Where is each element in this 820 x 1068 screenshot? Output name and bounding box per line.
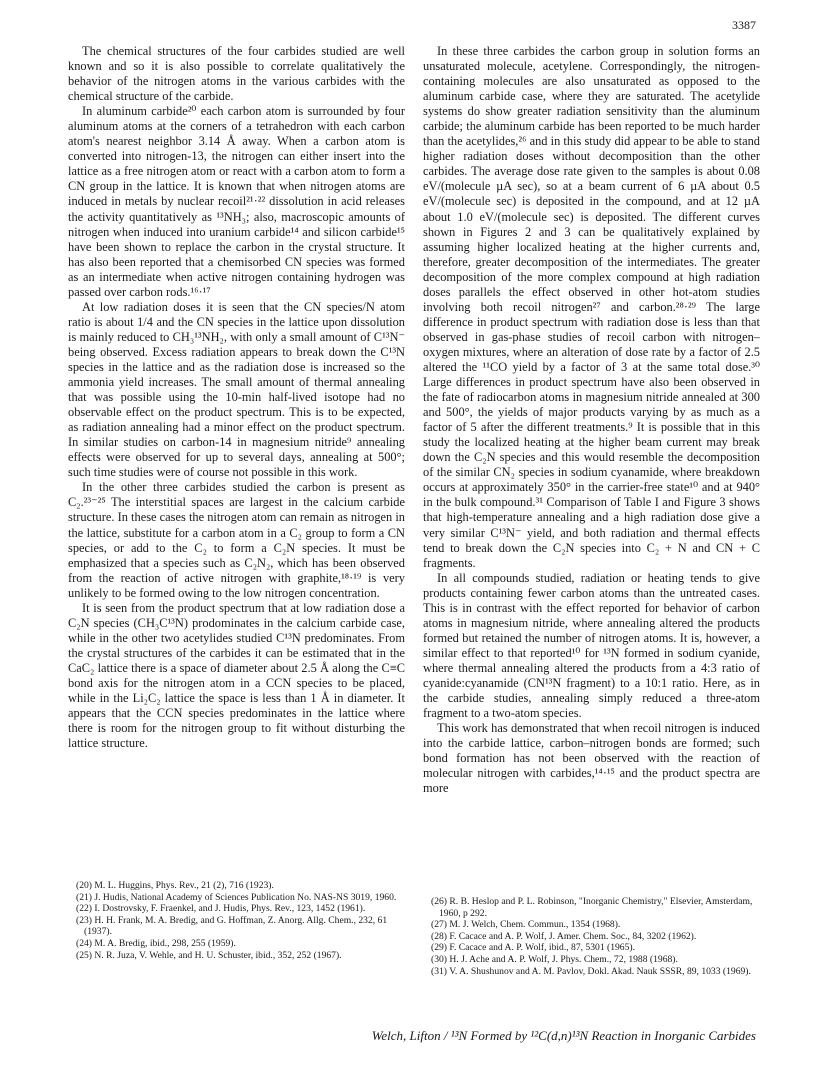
paragraph: At low radiation doses it is seen that the CN species/N atom ratio is about 1/4 and the CN species in the lattice upon dissolution is mainly reduced to CH₃¹³NH₂, with only a small amount of C¹³N⁻ being observed. Excess radiation appears to break down the C¹³N species in the lattice and as the radiation dose is increased so the ammonia yield increases. The small amount of thermal annealing that was possible using the 10-min half-lived isotope had no observable effect on the product spectrum. This is to be expected, as radiation annealing had a minor effect on the product spectrum. In similar studies on carbon-14 in magnesium nitride⁹ annealing effects were observed for up to several days, annealing at 500°; such time studies were of course not possible in this work. (68, 299, 405, 480)
reference: (22) I. Dostrovsky, F. Fraenkel, and J. Hudis, Phys. Rev., 123, 1452 (1961). (76, 903, 366, 915)
reference: (31) V. A. Shushunov and A. M. Pavlov, Dokl. Akad. Nauk SSSR, 89, 1033 (1969). (431, 965, 751, 977)
page-number: 3387 (732, 18, 756, 32)
reference: (26) R. B. Heslop and P. L. Robinson, "Inorganic Chemistry," Elsevier, Amsterdam, 1960, p 292. (431, 896, 753, 919)
reference: (25) N. R. Juza, V. Wehle, and H. U. Schuster, ibid., 352, 252 (1967). (76, 949, 342, 961)
reference: (21) J. Hudis, National Academy of Sciences Publication No. NAS-NS 3019, 1960. (76, 891, 397, 903)
reference: (20) M. L. Huggins, Phys. Rev., 21 (2), 716 (1923). (76, 880, 274, 891)
reference: (24) M. A. Bredig, ibid., 298, 255 (1959). (76, 937, 236, 949)
paragraph: In the other three carbides studied the carbon is present as C₂.²³⁻²⁵ The interstitial spaces are largest in the calcium carbide structure. In these cases the nitrogen atom can remain as nitrogen in the lattice, substitute for a carbon atom in a C₂ group to form a CN species, or add to the C₂ to form a C₂N species. It must be emphasized that a species such as C₂N₂, which has been observed from the reaction of active nitrogen with graphite,¹⁸·¹⁹ is very unlikely to be formed owing to the low nitrogen concentration. (68, 480, 405, 600)
paragraph: The chemical structures of the four carbides studied are well known and so it is also possible to correlate qualitatively the behavior of the nitrogen atoms in the various carbides with the chemical structure of the carbide. (68, 44, 405, 104)
paragraph: In all compounds studied, radiation or heating tends to give products containing fewer carbon atoms than the untreated cases. This is in contrast with the effect reported for behavior of carbon atoms in magnesium nitride, where annealing altered the products formed but retained the number of nitrogen atoms. It is, however, a similar effect to that reported¹⁰ for ¹³N formed in sodium cyanide, where thermal annealing altered the products from a 4:3 ratio of cyanide:cyanamide (CN¹³N fragment) to a 10:1 ratio. Here, as in the carbide studies, annealing simply reduced a three-atom fragment to a two-atom species. (423, 570, 760, 721)
paragraph: It is seen from the product spectrum that at low radiation dose a C₂N species (CH₃C¹³N) prodominates in the calcium carbide case, while in the other two acetylides studied C¹³N predominates. From the crystal structures of the carbides it can be estimated that in the CaC₂ lattice there is a space of diameter about 2.5 Å along the C≡C bond axis for the nitrogen atom in a CCN species to be placed, while in the Li₂C₂ lattice the space is less than 1 Å in diameter. It appears that the CCN species predominates in the lattice where there is room for the nitrogen group to fit without disturbing the lattice structure. (68, 600, 405, 751)
reference: (27) M. J. Welch, Chem. Commun., 1354 (1968). (431, 919, 621, 931)
paragraph: In aluminum carbide²⁰ each carbon atom is surrounded by four aluminum atoms at the corners of a tetrahedron with each carbon atom's nearest neighbor 3.14 Å away. When a carbon atom is converted into nitrogen-13, the nitrogen can either insert into the lattice as a free nitrogen atom or react with a carbon atom to form a CN group in the lattice. It is known that when nitrogen atoms are induced in metals by nuclear recoil²¹·²² dissolution in acid releases the activity quantitatively as ¹³NH₃; also, macroscopic amounts of nitrogen when induced into uranium carbide¹⁴ and silicon carbide¹⁵ have been shown to replace the carbon in the crystal structure. It has also been reported that a chemisorbed CN species was formed as an intermediate when active nitrogen containing hydrogen was passed over carbon rods.¹⁶·¹⁷ (68, 104, 405, 299)
left-column (68, 44, 405, 751)
paragraph: In these three carbides the carbon group in solution forms an unsaturated molecule, acetylene. Correspondingly, the nitrogen-containing molecules are also unsaturated as opposed to the aluminum carbide case, where they are saturated. The acetylide systems do show greater radiation sensitivity than the aluminum carbide; the aluminum carbide has been reported to be much harder than the acetylides,²⁶ and in this study did appear to be able to stand higher radiation doses without decomposition than the other carbides. The average dose rate given to the samples is about 0.08 eV/(molecule µA sec), so at a beam current of 6 µA about 0.5 eV/(molecule sec) is deposited in the compound, and at 12 µA about 1.0 eV/(molecule sec) is deposited. The different curves shown in Figures 2 and 3 can be qualitatively explained by assuming higher localized heating at the higher currents and, therefore, greater decomposition of the intermediates. The greater decomposition of the more complex compound at high radiation doses parallels the effect observed in other hot-atom studies involving both recoil nitrogen²⁷ and carbon.²⁸·²⁹ The large difference in product spectrum with radiation dose is less than that observed in gas-phase studies of recoil carbon with nitrogen–oxygen mixtures, where an alteration of dose rate by a factor of 2.5 altered the ¹¹CO yield by a factor of 3 at the same total dose.³⁰ Large differences in product spectrum have also been observed in the fate of radiocarbon atoms in magnesium nitride annealed at 300 and 500°, the yields of major products varying by as much as a factor of 5 after the different treatments.⁹ It is possible that in this study the localized heating at the higher beam current may break down the C₂N species and this would resemble the decomposition of the similar CN₂ species in sodium cyanamide, where breakdown occurs at approximately 350° in the carrier-free state¹⁰ and at 940° in the bulk compound.³¹ Comparison of Table I and Figure 3 shows that high-temperature annealing and a high radiation dose give a very similar C¹³N⁻ yield, and both radiation and thermal effects tend to break down the C₂N species into C₂ + N and CN + C fragments. (423, 44, 760, 570)
reference: (29) F. Cacace and A. P. Wolf, ibid., 87, 5301 (1965). (431, 942, 635, 954)
reference: (23) H. H. Frank, M. A. Bredig, and G. Hoffman, Z. Anorg. Allg. Chem., 232, 61 (1937). (76, 914, 388, 938)
paragraph: This work has demonstrated that when recoil nitrogen is induced into the carbide lattice, carbon–nitrogen bonds are formed; such bond formation has not been observed with the reaction of molecular nitrogen with carbides,¹⁴·¹⁵ and the product spectra are more (423, 721, 760, 796)
references-right (423, 896, 760, 977)
references-left (68, 880, 405, 961)
reference: (30) H. J. Ache and A. P. Wolf, J. Phys. Chem., 72, 1988 (1968). (431, 953, 678, 965)
reference: (28) F. Cacace and A. P. Wolf, J. Amer. Chem. Soc., 84, 3202 (1962). (431, 930, 697, 942)
right-column (423, 44, 760, 796)
running-footer: Welch, Lifton / ¹³N Formed by ¹²C(d,n)¹³N Reaction in Inorganic Carbides (371, 1028, 756, 1043)
